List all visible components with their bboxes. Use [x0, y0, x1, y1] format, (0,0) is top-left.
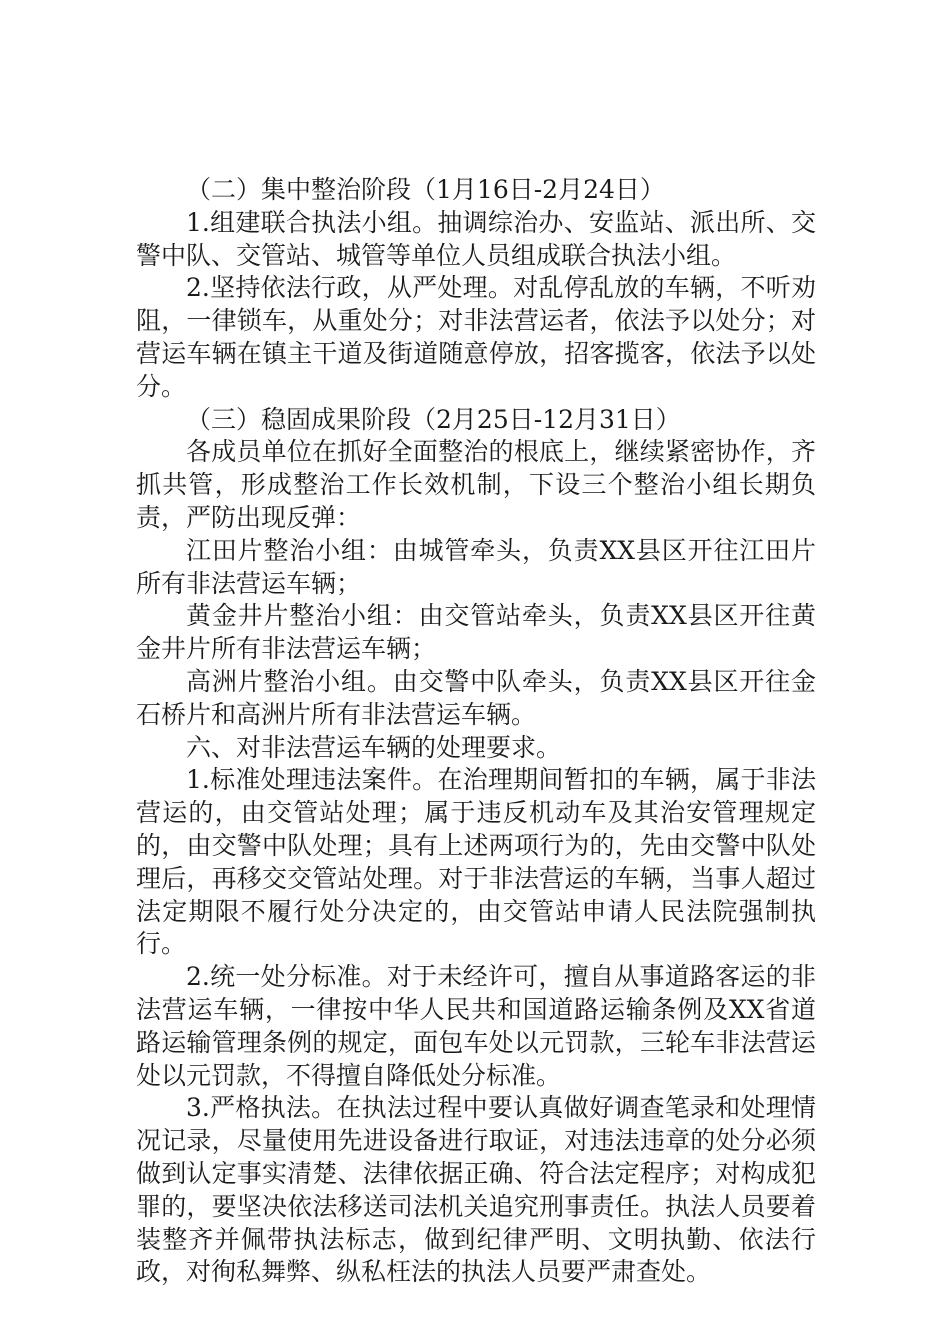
section-heading-consolidation: （三）稳固成果阶段（2月25日-12月31日）	[186, 404, 681, 434]
paragraph-standard-handling: 1.标准处理违法案件。在治理期间暂扣的车辆，属于非法营运的，由交管站处理；属于违反机动车及其治安管理规定的，由交警中队处理；具有上述两项行为的，先由交警中队处理后，再移交交管站处理。对于非法营运的车辆，当事人超过法定期限不履行处分决定的，由交管站申请人民法院强制执行。	[136, 765, 816, 959]
paragraph-joint-enforcement-team: 1.组建联合执法小组。抽调综治办、安监站、派出所、交警中队、交管站、城管等单位人员组成联合执法小组。	[136, 207, 816, 270]
section-heading-concentrated-rectification: （二）集中整治阶段（1月16日-2月24日）	[186, 175, 665, 204]
paragraph-lawful-administration: 2.坚持依法行政，从严处理。对乱停乱放的车辆，不听劝阻，一律锁车，从重处分；对非法营运者，依法予以处分；对营运车辆在镇主干道及街道随意停放，招客揽客，依法予以处分。	[136, 273, 816, 401]
paragraph-gaozhou-team: 高洲片整治小组。由交警中队牵头，负责XX县区开往金石桥片和高洲片所有非法营运车辆。	[136, 666, 816, 729]
document-body	[136, 174, 816, 1289]
paragraph-huangjinjing-team: 黄金井片整治小组：由交管站牵头，负责XX县区开往黄金井片所有非法营运车辆；	[136, 601, 816, 664]
paragraph-jiangtian-team: 江田片整治小组：由城管牵头，负责XX县区开往江田片所有非法营运车辆；	[136, 535, 816, 598]
section-heading-handling-requirements: 六、对非法营运车辆的处理要求。	[186, 732, 562, 762]
paragraph-member-units: 各成员单位在抓好全面整治的根底上，继续紧密协作，齐抓共管，形成整治工作长效机制，下设三个整治小组长期负责，严防出现反弹：	[136, 437, 816, 532]
paragraph-strict-enforcement: 3.严格执法。在执法过程中要认真做好调查笔录和处理情况记录，尽量使用先进设备进行取证，对违法违章的处分必须做到认定事实清楚、法律依据正确、符合法定程序；对构成犯罪的，要坚决依法移送司法机关追究刑事责任。执法人员要着装整齐并佩带执法标志，做到纪律严明、文明执勤、依法行政，对徇私舞弊、纵私枉法的执法人员要严肃查处。	[136, 1093, 816, 1287]
paragraph-unified-penalty: 2.统一处分标准。对于未经许可，擅自从事道路客运的非法营运车辆，一律按中华人民共和国道路运输条例及XX省道路运输管理条例的规定，面包车处以元罚款，三轮车非法营运处以元罚款，不得擅自降低处分标准。	[136, 962, 816, 1090]
